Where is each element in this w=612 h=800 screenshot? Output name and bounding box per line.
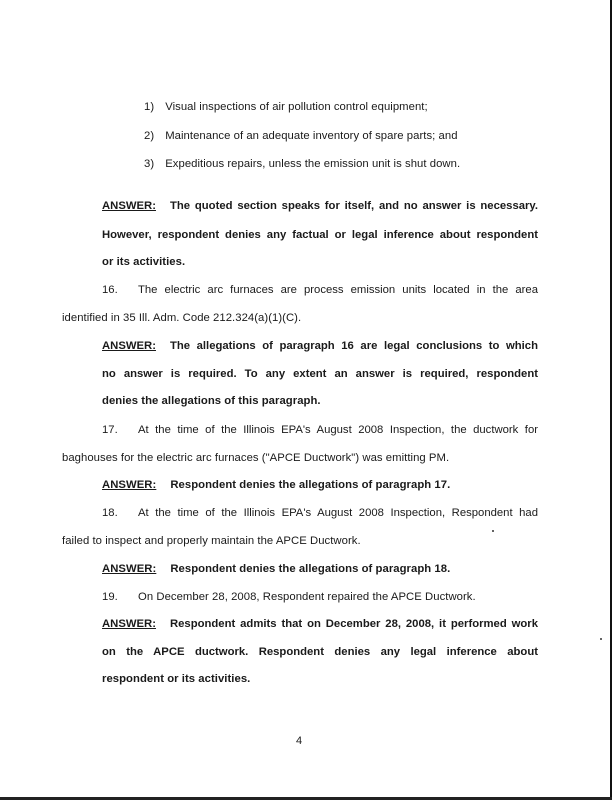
scan-speck (600, 638, 602, 640)
list-item-number: 3) (144, 158, 155, 170)
answer-label: ANSWER: (102, 200, 156, 212)
list-item-number: 2) (144, 130, 155, 142)
paragraph-16-line-2: identified in 35 Ill. Adm. Code 212.324(a)(1)(C). (62, 312, 302, 324)
answer-15-line-1: ANSWER: The quoted section speaks for itself, and no answer is necessary. (102, 200, 538, 212)
paragraph-16-line-1: 16. The electric arc furnaces are process emission units located in the area (102, 284, 538, 296)
answer-label: ANSWER: (102, 479, 157, 491)
answer-19-line-3: respondent or its activities. (102, 673, 251, 685)
list-item-text: Expeditious repairs, unless the emission unit is shut down. (165, 158, 461, 170)
list-item-text: Maintenance of an adequate inventory of spare parts; and (165, 130, 458, 142)
answer-19-line-2: on the APCE ductwork. Respondent denies any legal inference about (102, 646, 538, 658)
paragraph-number: 17. (102, 424, 118, 436)
paragraph-number: 16. (102, 284, 118, 296)
answer-16-line-3: denies the allegations of this paragraph. (102, 395, 321, 407)
answer-label: ANSWER: (102, 618, 156, 630)
list-item (144, 101, 428, 113)
answer-15-line-3: or its activities. (102, 256, 186, 268)
answer-19-line-1: ANSWER: Respondent admits that on December 28, 2008, it performed work (102, 618, 538, 630)
answer-label: ANSWER: (102, 340, 156, 352)
list-item-number: 1) (144, 101, 155, 113)
list-item (144, 158, 460, 170)
page-number: 4 (296, 735, 303, 747)
list-item (144, 130, 458, 142)
answer-label: ANSWER: (102, 563, 157, 575)
paragraph-18-line-1: 18. At the time of the Illinois EPA's August 2008 Inspection, Respondent had (102, 507, 538, 519)
paragraph-17-line-2: baghouses for the electric arc furnaces ("APCE Ductwork") was emitting PM. (62, 452, 450, 464)
paragraph-18-line-2: failed to inspect and properly maintain the APCE Ductwork. (62, 535, 361, 547)
answer-17-line-1: ANSWER: Respondent denies the allegations of paragraph 17. (102, 479, 451, 491)
answer-16-line-2: no answer is required. To any extent an answer is required, respondent (102, 368, 538, 380)
paragraph-number: 18. (102, 507, 118, 519)
answer-16-line-1: ANSWER: The allegations of paragraph 16 are legal conclusions to which (102, 340, 538, 352)
answer-15-line-2: However, respondent denies any factual or legal inference about respondent (102, 229, 538, 241)
answer-18-line-1: ANSWER: Respondent denies the allegations of paragraph 18. (102, 563, 451, 575)
scan-speck (492, 530, 494, 532)
paragraph-19-line-1: 19. On December 28, 2008, Respondent repaired the APCE Ductwork. (102, 591, 476, 603)
list-item-text: Visual inspections of air pollution control equipment; (165, 101, 428, 113)
paragraph-number: 19. (102, 591, 118, 603)
paragraph-17-line-1: 17. At the time of the Illinois EPA's August 2008 Inspection, the ductwork for (102, 424, 538, 436)
